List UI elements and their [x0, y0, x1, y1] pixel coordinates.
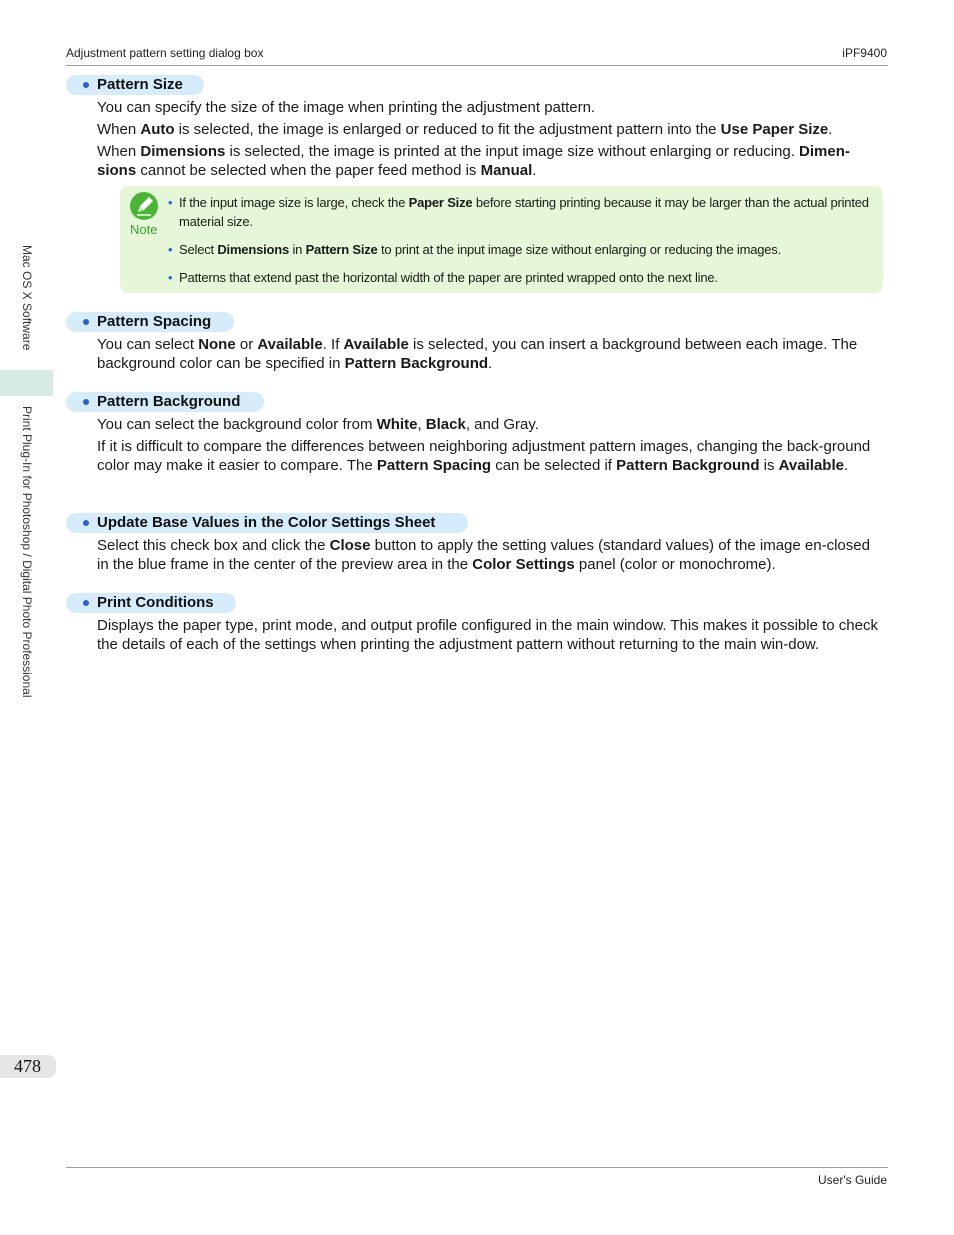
- heading-bullet-icon: [83, 520, 89, 526]
- paragraph: When Dimensions is selected, the image is printed at the input image size without enlarging or reducing. Dimen-sions cannot be selected when the paper feed method is Manual.: [97, 143, 850, 179]
- paragraph: Select this check box and click the Close button to apply the setting values (standard values) of the image en-closed in the blue frame in the center of the preview area in the Color Settings panel (color or monochrome).: [97, 537, 870, 573]
- paragraph: Displays the paper type, print mode, and output profile configured in the main window. This makes it possible to check the details of each of the settings when printing the adjustment pattern without returning to the main win-dow.: [97, 617, 878, 653]
- running-footer-guide: User's Guide: [818, 1173, 887, 1187]
- paragraph: If it is difficult to compare the differences between neighboring adjustment pattern images, changing the back-ground color may make it easier to compare. The Pattern Spacing can be selected if Pattern Background is Available.: [97, 438, 871, 474]
- note-bullet-icon: •: [168, 195, 173, 210]
- heading-pattern-size: [66, 75, 204, 95]
- heading-text: Pattern Background: [97, 393, 241, 410]
- heading-text: Print Conditions: [97, 594, 214, 611]
- side-section-label: Mac OS X Software: [20, 245, 34, 351]
- side-section-tab: [0, 370, 53, 396]
- heading-pattern-background: [66, 392, 264, 412]
- paragraph: You can select None or Available. If Available is selected, you can insert a background between each image. The background color can be specified in Pattern Background.: [97, 336, 858, 372]
- heading-text: Pattern Spacing: [97, 313, 212, 330]
- heading-text: Pattern Size: [97, 76, 183, 93]
- heading-bullet-icon: [83, 399, 89, 405]
- heading-bullet-icon: [83, 319, 89, 325]
- footer-rule: [66, 1167, 888, 1168]
- paragraph: When Auto is selected, the image is enlarged or reduced to fit the adjustment pattern into the Use Paper Size.: [97, 121, 833, 138]
- note-bullet-icon: •: [168, 242, 173, 257]
- heading-print-conditions: [66, 593, 236, 613]
- heading-text: Update Base Values in the Color Settings Sheet: [97, 514, 436, 531]
- note-label: Note: [130, 222, 158, 237]
- note-item: • If the input image size is large, check the Paper Size before starting printing because it may be larger than the actual printed material size.: [168, 195, 869, 229]
- running-header-title: Adjustment pattern setting dialog box: [66, 46, 264, 60]
- side-chapter-label: Print Plug-In for Photoshop / Digital Photo Professional: [20, 406, 34, 698]
- heading-bullet-icon: [83, 82, 89, 88]
- heading-pattern-spacing: [66, 312, 234, 332]
- paragraph: You can specify the size of the image when printing the adjustment pattern.: [97, 99, 596, 116]
- running-header-model: iPF9400: [842, 46, 887, 60]
- note-box: [120, 186, 883, 293]
- note-item: • Select Dimensions in Pattern Size to print at the input image size without enlarging or reducing the images.: [168, 242, 781, 257]
- note-bullet-icon: •: [168, 270, 173, 285]
- heading-bullet-icon: [83, 600, 89, 606]
- heading-update-base-values: [66, 513, 468, 533]
- header-rule: [66, 65, 888, 66]
- note-item: • Patterns that extend past the horizontal width of the paper are printed wrapped onto the next line.: [168, 270, 718, 285]
- pencil-note-icon: [130, 192, 158, 220]
- page-number: 478: [0, 1055, 56, 1078]
- paragraph: You can select the background color from White, Black, and Gray.: [97, 416, 539, 433]
